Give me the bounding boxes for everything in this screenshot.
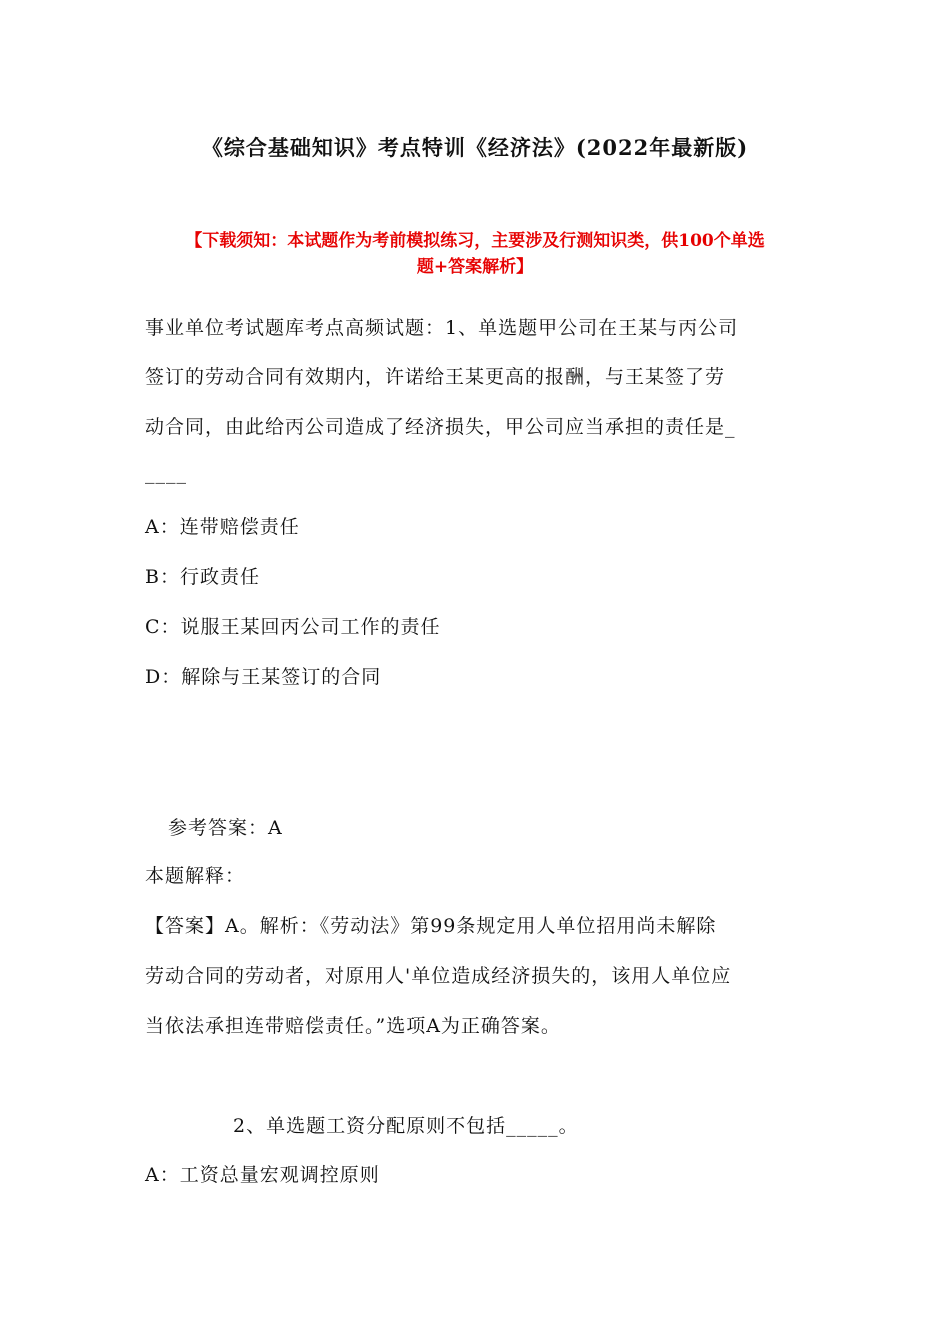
q1-stem-line-4: ____ xyxy=(145,462,187,484)
q1-explanation-line-3: 当依法承担连带赔偿责任。”选项A为正确答案。 xyxy=(145,1015,561,1037)
q1-explanation-heading: 本题解释： xyxy=(145,865,246,887)
q1-stem-line-2: 签订的劳动合同有效期内，许诺给王某更高的报酬，与王某签了劳 xyxy=(145,366,726,388)
download-notice xyxy=(140,228,810,280)
q2-stem: 2、单选题工资分配原则不包括_____。 xyxy=(233,1115,579,1137)
q1-stem-line-3: 动合同，由此给丙公司造成了经济损失，甲公司应当承担的责任是_ xyxy=(145,416,736,438)
document-title: 《综合基础知识》考点特训《经济法》(2022年最新版) xyxy=(201,135,749,160)
q1-explanation-line-2: 劳动合同的劳动者，对原用人'单位造成经济损失的，该用人单位应 xyxy=(145,965,732,987)
q1-option-a: A：连带赔偿责任 xyxy=(145,516,300,538)
q1-option-b: B：行政责任 xyxy=(145,566,260,588)
notice-line-1: 【下载须知：本试题作为考前模拟练习，主要涉及行测知识类，供100个单选 xyxy=(185,231,765,251)
q1-option-c: C：说服王某回丙公司工作的责任 xyxy=(145,616,441,638)
q2-option-a: A：工资总量宏观调控原则 xyxy=(145,1164,380,1186)
q1-explanation-line-1: 【答案】A。解析：《劳动法》第99条规定用人单位招用尚未解除 xyxy=(145,915,717,937)
notice-line-2: 题+答案解析】 xyxy=(416,257,534,277)
q1-reference-answer: 参考答案：A xyxy=(168,817,283,839)
q1-stem-line-1: 事业单位考试题库考点高频试题：1、单选题甲公司在王某与丙公司 xyxy=(145,317,739,339)
q1-option-d: D：解除与王某签订的合同 xyxy=(145,666,382,688)
